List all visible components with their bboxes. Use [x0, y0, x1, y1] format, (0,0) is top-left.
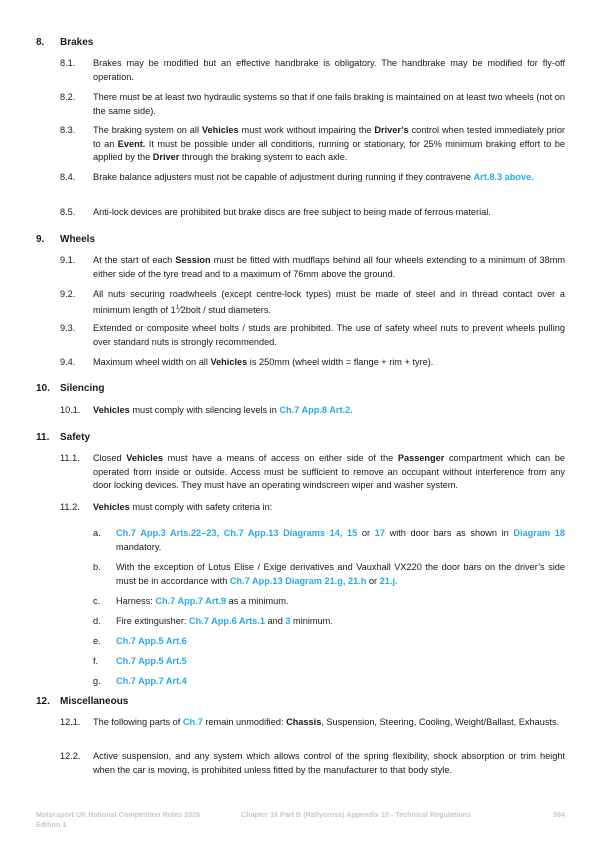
rule-10-1 [60, 404, 565, 418]
rule-number: 9.3. [60, 323, 76, 333]
rule-text: Closed Vehicles must have a means of access on either side of the Passenger compartment which can be operated from inside or outside. Access must be sufficient to remove an occupant without interference from any door locking devices. They must have an operating windscreen wiper and washer system. [93, 453, 565, 490]
rule-12-1 [60, 716, 565, 730]
rule-text: The braking system on all Vehicles must work without impairing the Driver’s control when tested immediately prior to an Event. It must be possible under all conditions, running or stationary, for 25% minimum braking effort to be applied by the Driver through the braking system to each axle. [93, 125, 565, 162]
rule-number: 9.2. [60, 289, 76, 299]
footer-publication-title: Motorsport UK National Competition Rules 2026 [36, 810, 201, 819]
defined-term: Vehicles [126, 453, 164, 463]
rule-9-4 [60, 356, 565, 370]
safety-criterion-c [93, 595, 565, 609]
rule-number: 9.4. [60, 357, 76, 367]
cross-reference-link[interactable]: Ch.7 App.7 Art.4 [116, 676, 187, 686]
rule-text: At the start of each Session must be fitted with mudflaps behind all four wheels extending to a minimum of 38mm either side of the tyre tread and to a maximum of 76mm above the ground. [93, 255, 566, 279]
defined-term: Vehicles [93, 502, 130, 512]
cross-reference-link[interactable]: Ch.7 App.7 Art.9 [155, 596, 227, 606]
section-title: Brakes [60, 37, 94, 48]
list-text: Ch.7 App.3 Arts.22–23, Ch.7 App.13 Diagrams 14, 15 or 17 with door bars as shown in Diagram 18 mandatory. [116, 528, 565, 552]
rule-number: 8.4. [60, 172, 76, 182]
defined-term: Event. [117, 138, 146, 149]
defined-term: Vehicles [201, 125, 239, 135]
safety-criterion-f [93, 655, 565, 669]
defined-term: Vehicles [210, 357, 248, 367]
list-text [116, 655, 565, 669]
section-title: Wheels [60, 234, 96, 245]
rule-text: Active suspension, and any system which allows control of the spring flexibility, shock absorption or trim height when the car is moving, is prohibited unless fitted by the manufacturer to that body style. [93, 751, 565, 775]
rule-text: Brake balance adjusters must not be capable of adjustment during running if they contravene Art.8.3 above. [93, 172, 534, 182]
safety-criterion-d [93, 615, 565, 629]
rule-text: There must be at least two hydraulic systems so that if one fails braking is maintained on at least two wheels (not on the same side). [93, 92, 565, 116]
rule-number: 8.2. [60, 92, 76, 102]
section-heading-wheels [36, 233, 95, 246]
cross-reference-link[interactable]: Ch.7 App.5 Art.6 [116, 636, 187, 646]
section-heading-miscellaneous [36, 695, 128, 708]
defined-term: Chassis [286, 717, 322, 727]
section-number: 12. [36, 696, 50, 707]
rule-text: Vehicles must comply with safety criteria in: [93, 502, 273, 512]
rule-12-2 [60, 750, 565, 777]
footer-edition: Edition 1 [36, 820, 67, 829]
cross-reference-link[interactable]: Ch.7 App.6 Arts.1 [189, 616, 265, 626]
defined-term: Vehicles [93, 405, 130, 415]
rule-number: 8.5. [60, 207, 76, 217]
cross-reference-link[interactable]: 21.j. [379, 575, 398, 586]
list-marker: g. [93, 676, 101, 686]
rule-11-1 [60, 452, 565, 493]
cross-reference-link[interactable]: Ch.7 App.3 Arts.22–23 [116, 528, 217, 538]
section-heading-silencing [36, 382, 104, 395]
rule-number: 12.2. [60, 751, 81, 761]
rule-text: All nuts securing roadwheels (except centre-lock types) must be made of steel and in thread contact over a minimum length of $1^1⁄2bolt$ / stud diameters. [93, 289, 565, 315]
defined-term: Session [175, 255, 211, 265]
rule-number: 11.1. [60, 453, 80, 463]
list-marker: a. [93, 528, 101, 538]
rule-11-2 [60, 501, 565, 515]
cross-reference-link[interactable]: 3 [285, 616, 291, 626]
list-text [116, 675, 565, 689]
cross-reference-link[interactable]: Ch.7 App.5 Art.5 [116, 656, 187, 666]
section-number: 9. [36, 234, 45, 245]
rule-number: 8.1. [60, 58, 76, 68]
list-marker: d. [93, 616, 101, 626]
rule-number: 9.1. [60, 255, 76, 265]
section-heading-brakes [36, 36, 93, 49]
section-number: 11. [36, 432, 50, 443]
cross-reference-link[interactable]: 17 [374, 528, 385, 538]
list-marker: b. [93, 562, 101, 572]
rule-8-2 [60, 91, 565, 118]
cross-reference-link[interactable]: Ch.7 App.13 Diagram 21.g, 21.h [229, 575, 367, 586]
footer-publication [36, 810, 236, 830]
rule-8-5 [60, 206, 565, 220]
safety-criterion-g [93, 675, 565, 689]
cross-reference-link[interactable]: Diagram 18 [513, 528, 565, 538]
rule-8-1 [60, 57, 565, 84]
list-marker: f. [93, 656, 99, 666]
rule-text: Anti-lock devices are prohibited but brake discs are free subject to being made of ferrous material. [93, 207, 491, 217]
list-text [116, 635, 565, 649]
safety-criterion-e [93, 635, 565, 649]
section-title: Miscellaneous [60, 696, 129, 707]
section-heading-safety [36, 431, 90, 444]
rule-number: 8.3. [60, 125, 76, 135]
list-marker: c. [93, 596, 101, 606]
footer-page-number: 594 [553, 810, 565, 819]
rule-text: Maximum wheel width on all Vehicles is 250mm (wheel width = flange + rim + tyre). [93, 357, 434, 367]
list-text: With the exception of Lotus Elise / Exige derivatives and Vauxhall VX220 the door bars on the driver’s side must be in accordance with Ch.7 App.13 Diagram 21.g, 21.h or 21.j. [116, 562, 565, 586]
safety-criterion-b [93, 561, 565, 588]
section-number: 10. [36, 383, 50, 394]
rule-number: 11.2. [60, 502, 80, 512]
rule-8-4 [60, 171, 565, 185]
section-title: Silencing [60, 383, 105, 394]
defined-term: Driver [152, 152, 180, 162]
defined-term: Passenger [397, 453, 445, 463]
list-text: Harness: Ch.7 App.7 Art.9 as a minimum. [116, 596, 289, 606]
cross-reference-link[interactable]: Ch.7 App.8 Art.2. [279, 405, 353, 415]
rule-number: 12.1. [60, 717, 81, 727]
footer-chapter-title: Chapter 16 Part B (Rallycross) Appendix 10 - Technical Regulations [241, 810, 472, 819]
rule-text: The following parts of Ch.7 remain unmodified: Chassis, Suspension, Steering, Cooling, Weight/Ballast, Exhausts. [93, 717, 560, 727]
list-text: Fire extinguisher: Ch.7 App.6 Arts.1 and 3 minimum. [116, 616, 333, 626]
rule-9-3 [60, 322, 565, 349]
rule-number: 10.1. [60, 405, 81, 415]
rule-9-2 [60, 288, 565, 317]
defined-term: Driver’s [374, 125, 409, 135]
rule-text: Brakes may be modified but an effective handbrake is obligatory. The handbrake may be modified for fly-off operation. [93, 58, 565, 82]
cross-reference-link[interactable]: Ch.7 [182, 717, 203, 727]
list-marker: e. [93, 636, 101, 646]
section-number: 8. [36, 37, 45, 48]
rule-8-3 [60, 124, 565, 165]
cross-reference-link[interactable]: Art.8.3 above. [473, 172, 534, 182]
cross-reference-link[interactable]: Ch.7 App.13 Diagrams 14, 15 [223, 528, 358, 538]
rule-text: Vehicles must comply with silencing levels in Ch.7 App.8 Art.2. [93, 405, 353, 415]
section-title: Safety [60, 432, 91, 443]
rule-9-1 [60, 254, 565, 281]
safety-criterion-a [93, 527, 565, 554]
rule-text: Extended or composite wheel bolts / studs are prohibited. The use of safety wheel nuts to prevent wheels pulling over standard nuts is strongly recommended. [93, 323, 565, 347]
